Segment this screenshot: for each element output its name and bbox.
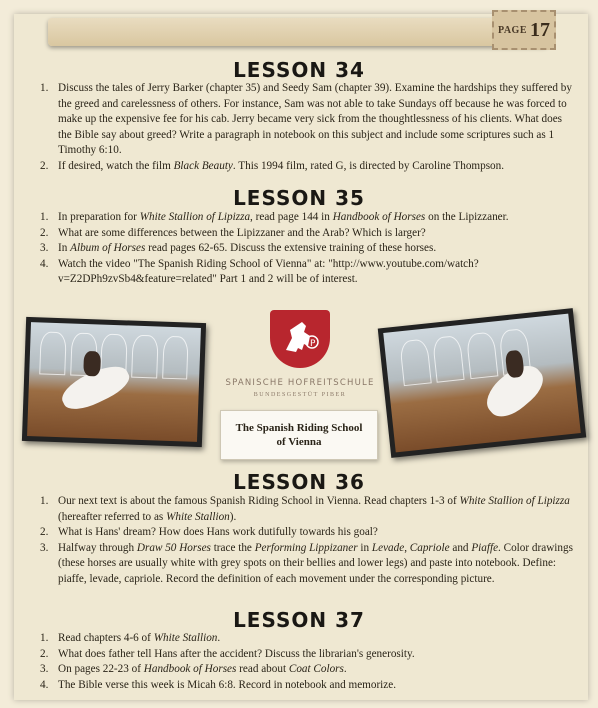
list-item: 3. On pages 22-23 of Handbook of Horses read about Coat Colors. (40, 663, 347, 675)
list-item: 1. Our next text is about the famous Spanish Riding School in Vienna. Read chapters 1-3 of White Stallion of Lipizza (hereafter referred to as White Stallion). (40, 495, 570, 523)
list-item: 3. Halfway through Draw 50 Horses trace the Performing Lippizaner in Levade, Capriole and Piaffe. Color drawings (these horses are usually white with grey spots on their bellies and lower legs) and paste into notebook. Define: piaffe, levade, capriole. Record the definition of each movement under the corresponding picture. (40, 541, 573, 585)
lesson-36-list (40, 494, 578, 587)
lesson-37-list (40, 631, 578, 693)
page-number: 17 (530, 18, 551, 41)
list-item: 3. In Album of Horses read pages 62-65. Discuss the extensive training of these horses. (40, 242, 437, 254)
page-stamp (492, 10, 556, 50)
lesson-37-title: LESSON 37 (233, 608, 365, 632)
list-item: 1. Discuss the tales of Jerry Barker (chapter 35) and Seedy Sam (chapter 39). Examine the hardships they suffered by the greed and carelessness of others. For instance, Sam was not able to take Sundays off because he was forced to make up the expensive fee for his cab. Jerry became very sick from the thoughtlessness of his clients. What does the Bible say about greed? Write a paragraph in notebook on this subject and include some scriptures such as 1 Timothy 6:10. (40, 82, 572, 156)
caption-line-1: The Spanish Riding School (235, 422, 363, 434)
list-item: 4. Watch the video "The Spanish Riding School of Vienna" at: "http://www.youtube.com/watch?v=Z2DPh9zvSb4&feature=related" Part 1 and 2 will be of interest. (40, 257, 479, 285)
list-item: 2. What is Hans' dream? How does Hans work dutifully towards his goal? (40, 526, 378, 538)
caption-line-2: of Vienna (276, 436, 322, 448)
riding-school-photo-right (378, 308, 587, 458)
logo-name: SPANISCHE HOFREITSCHULE (225, 378, 375, 388)
list-item: 1. Read chapters 4-6 of White Stallion. (40, 632, 221, 644)
page-label: PAGE (497, 24, 528, 36)
svg-text:P: P (310, 339, 316, 349)
lesson-34-list (40, 81, 578, 174)
list-item: 2. What are some differences between the Lipizzaner and the Arab? Which is larger? (40, 226, 426, 239)
lesson-35-list (40, 210, 578, 288)
logo-subtitle: BUNDESGESTÜT PIBER (253, 392, 347, 398)
list-item: 4. The Bible verse this week is Micah 6:8. Record in notebook and memorize. (40, 678, 397, 691)
photo-caption (220, 410, 378, 460)
shield-icon (270, 310, 330, 368)
list-item: 2. If desired, watch the film Black Beauty. This 1994 film, rated G, is directed by Caroline Thompson. (40, 159, 505, 172)
header-banner (48, 18, 551, 46)
list-item: 2. What does father tell Hans after the accident? Discuss the librarian's generosity. (40, 647, 415, 660)
lesson-35-title: LESSON 35 (233, 186, 365, 210)
list-item: 1. In preparation for White Stallion of Lipizza, read page 144 in Handbook of Horses on the Lipizzaner. (40, 211, 509, 223)
lesson-34-title: LESSON 34 (233, 58, 365, 82)
riding-school-photo-left (22, 317, 206, 447)
lesson-36-title: LESSON 36 (233, 470, 365, 494)
